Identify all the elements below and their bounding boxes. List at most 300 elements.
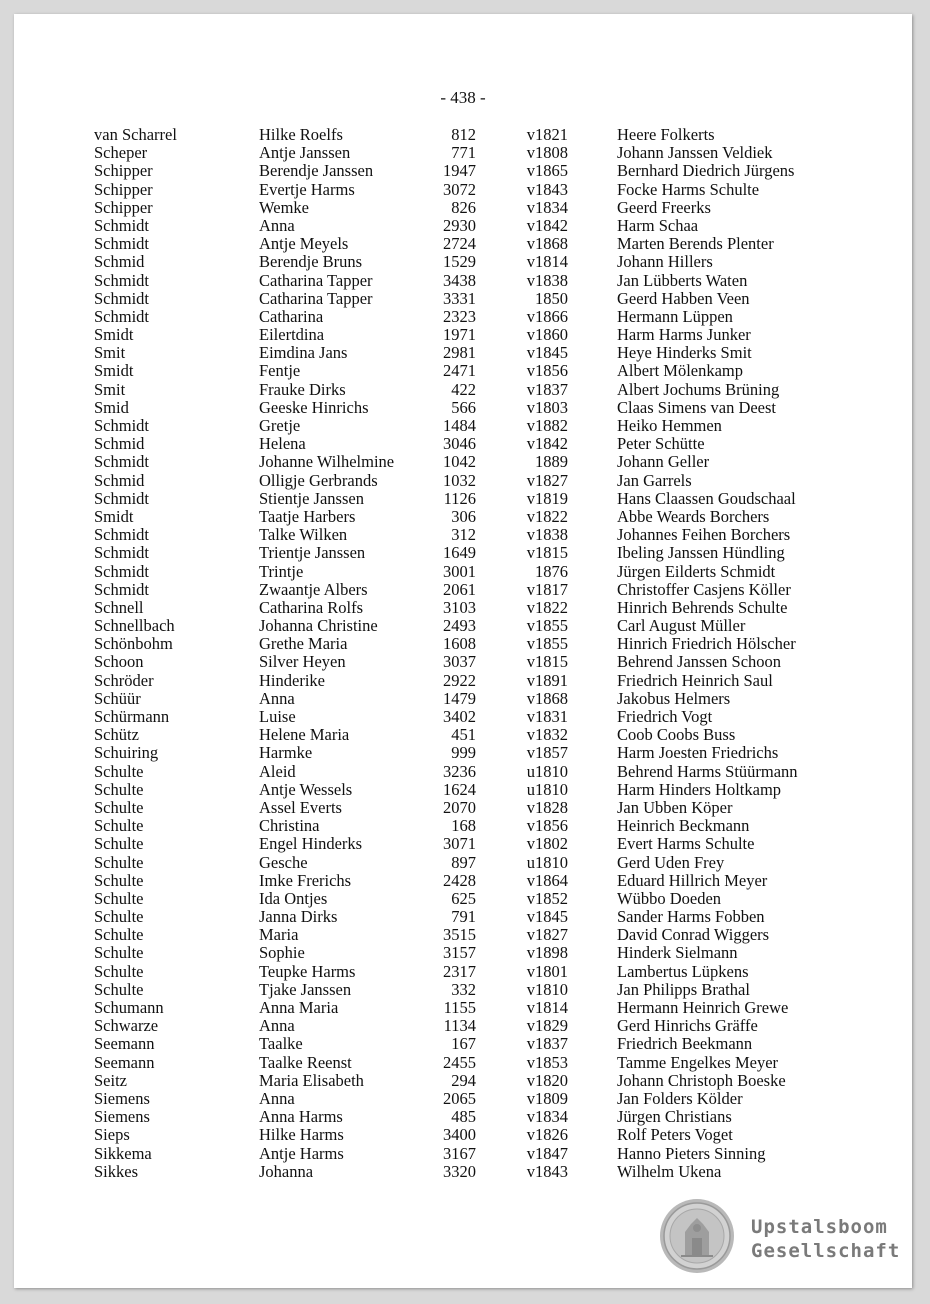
table-row — [14, 1035, 912, 1053]
cell-given: Helene Maria — [259, 725, 350, 745]
table-row — [14, 399, 912, 417]
cell-spouse: Hanno Pieters Sinning — [617, 1143, 766, 1163]
cell-given: Antje Wessels — [259, 779, 353, 799]
cell-nr: 897 — [451, 852, 476, 872]
cell-spouse: Jan Lübberts Waten — [617, 270, 748, 290]
table-row — [14, 653, 912, 671]
cell-nr: 3402 — [443, 707, 476, 726]
cell-spouse: Jan Ubben Köper — [617, 797, 733, 817]
cell-nr: 3001 — [443, 561, 476, 581]
cell-date: v1856 — [526, 361, 568, 381]
cell-date: v1822 — [526, 506, 568, 526]
cell-given: Talke Wilken — [259, 525, 348, 545]
cell-date: v1845 — [526, 343, 568, 363]
cell-surname: Schmidt — [94, 215, 150, 235]
cell-surname: Smidt — [94, 361, 134, 381]
cell-date: v1852 — [526, 888, 568, 908]
cell-nr: 566 — [451, 397, 476, 417]
cell-given: Luise — [259, 707, 296, 726]
cell-spouse: Hermann Lüppen — [617, 306, 733, 326]
cell-nr: 1479 — [443, 688, 476, 708]
cell-nr: 3400 — [443, 1125, 476, 1145]
publisher-logo — [659, 1198, 899, 1278]
table-row — [14, 690, 912, 708]
cell-date: v1802 — [526, 834, 568, 854]
table-row — [14, 381, 912, 399]
cell-surname: Sieps — [94, 1125, 130, 1145]
cell-spouse: Harm Hinders Holtkamp — [617, 779, 782, 799]
cell-date: v1815 — [526, 652, 568, 672]
cell-given: Taalke — [259, 1034, 303, 1054]
cell-surname: Schulte — [94, 961, 144, 981]
cell-given: Fentje — [259, 361, 301, 381]
cell-given: Geeske Hinrichs — [259, 397, 369, 417]
cell-given: Taatje Harbers — [259, 506, 356, 526]
table-row — [14, 1072, 912, 1090]
cell-spouse: Evert Harms Schulte — [617, 834, 755, 854]
cell-nr: 3515 — [443, 925, 476, 945]
cell-given: Maria Elisabeth — [259, 1070, 364, 1090]
cell-date: v1817 — [526, 579, 568, 599]
cell-date: v1808 — [526, 143, 568, 163]
cell-given: Anna Harms — [259, 1107, 343, 1127]
cell-spouse: Gerd Hinrichs Gräffe — [617, 1016, 758, 1036]
cell-date: u1810 — [526, 852, 568, 872]
cell-given: Aleid — [259, 761, 296, 781]
cell-date: v1828 — [526, 797, 568, 817]
table-row — [14, 308, 912, 326]
cell-spouse: Friedrich Beekmann — [617, 1034, 753, 1054]
cell-date: v1853 — [526, 1052, 568, 1072]
cell-given: Trintje — [259, 561, 304, 581]
cell-spouse: Jürgen Christians — [617, 1107, 732, 1127]
cell-given: Maria — [259, 925, 299, 945]
cell-nr: 3236 — [443, 761, 476, 781]
cell-date: v1842 — [526, 434, 568, 454]
cell-date: v1843 — [526, 179, 568, 199]
cell-spouse: Albert Mölenkamp — [617, 361, 744, 381]
logo-text-line2: Gesellschaft — [751, 1240, 901, 1262]
table-row — [14, 1108, 912, 1126]
cell-nr: 1484 — [443, 416, 476, 435]
cell-surname: Schulte — [94, 888, 144, 908]
cell-given: Antje Janssen — [259, 143, 351, 163]
cell-given: Engel Hinderks — [259, 834, 363, 854]
cell-surname: Schipper — [94, 197, 153, 217]
table-row — [14, 854, 912, 872]
table-row — [14, 672, 912, 690]
cell-date: v1814 — [526, 998, 568, 1017]
cell-nr: 826 — [451, 197, 476, 217]
cell-surname: Sikkes — [94, 1161, 139, 1181]
cell-given: Berendje Bruns — [259, 252, 363, 272]
cell-given: Johanna Christine — [259, 616, 378, 636]
cell-nr: 2471 — [443, 361, 476, 381]
cell-spouse: Hermann Heinrich Grewe — [617, 998, 789, 1017]
cell-given: Christina — [259, 816, 320, 836]
cell-nr: 2428 — [443, 870, 476, 890]
cell-surname: Schmid — [94, 434, 145, 454]
cell-given: Hilke Roelfs — [259, 125, 343, 144]
table-row — [14, 908, 912, 926]
cell-nr: 1529 — [443, 252, 476, 272]
entries-list — [14, 126, 912, 1181]
cell-given: Trientje Janssen — [259, 543, 366, 563]
cell-date: v1838 — [526, 270, 568, 290]
cell-surname: van Scharrel — [94, 125, 177, 144]
cell-nr: 1624 — [443, 779, 476, 799]
cell-date: v1834 — [526, 1107, 568, 1127]
cell-given: Olligje Gerbrands — [259, 470, 378, 490]
cell-nr: 3103 — [443, 597, 476, 617]
table-row — [14, 417, 912, 435]
cell-given: Antje Meyels — [259, 234, 349, 254]
cell-spouse: Johann Hillers — [617, 252, 713, 272]
cell-surname: Schmidt — [94, 525, 150, 545]
cell-surname: Schoon — [94, 652, 144, 672]
cell-date: v1856 — [526, 816, 568, 836]
cell-given: Hinderike — [259, 670, 325, 690]
cell-nr: 1134 — [443, 1016, 476, 1036]
cell-surname: Schulte — [94, 907, 144, 927]
cell-date: v1864 — [526, 870, 568, 890]
table-row — [14, 817, 912, 835]
cell-surname: Schürmann — [94, 707, 170, 726]
table-row — [14, 981, 912, 999]
cell-spouse: Harm Joesten Friedrichs — [617, 743, 779, 763]
table-row — [14, 599, 912, 617]
cell-spouse: Peter Schütte — [617, 434, 705, 454]
cell-surname: Schulte — [94, 816, 144, 836]
cell-date: v1847 — [526, 1143, 568, 1163]
cell-spouse: Heinrich Beckmann — [617, 816, 750, 836]
table-row — [14, 708, 912, 726]
table-row — [14, 344, 912, 362]
cell-spouse: Johann Janssen Veldiek — [617, 143, 773, 163]
cell-nr: 168 — [451, 816, 476, 836]
table-row — [14, 1145, 912, 1163]
cell-nr: 312 — [451, 525, 476, 545]
cell-surname: Schmidt — [94, 270, 150, 290]
cell-surname: Smidt — [94, 325, 134, 345]
cell-surname: Schmidt — [94, 306, 150, 326]
cell-given: Catharina Rolfs — [259, 597, 364, 617]
cell-spouse: Lambertus Lüpkens — [617, 961, 749, 981]
cell-surname: Schulte — [94, 870, 144, 890]
cell-surname: Sikkema — [94, 1143, 152, 1163]
table-row — [14, 744, 912, 762]
cell-spouse: Johannes Feihen Borchers — [617, 525, 791, 545]
cell-surname: Smid — [94, 397, 129, 417]
cell-spouse: Focke Harms Schulte — [617, 179, 760, 199]
cell-given: Anna Maria — [259, 998, 339, 1017]
cell-nr: 3071 — [443, 834, 476, 854]
cell-surname: Smidt — [94, 506, 134, 526]
table-row — [14, 763, 912, 781]
cell-date: v1837 — [526, 1034, 568, 1054]
table-row — [14, 162, 912, 180]
cell-date: v1838 — [526, 525, 568, 545]
cell-date: v1829 — [526, 1016, 568, 1036]
cell-surname: Schulte — [94, 925, 144, 945]
cell-surname: Schwarze — [94, 1016, 159, 1036]
cell-date: v1809 — [526, 1088, 568, 1108]
cell-surname: Seitz — [94, 1070, 127, 1090]
cell-given: Janna Dirks — [259, 907, 338, 927]
cell-spouse: Jan Philipps Brathal — [617, 979, 750, 999]
cell-date: v1882 — [526, 416, 568, 435]
table-row — [14, 1126, 912, 1144]
cell-given: Johanne Wilhelmine — [259, 452, 395, 472]
logo-text-line1: Upstalsboom — [751, 1216, 888, 1238]
cell-nr: 2493 — [443, 616, 476, 636]
cell-given: Zwaantje Albers — [259, 579, 368, 599]
cell-spouse: Behrend Harms Stüürmann — [617, 761, 798, 781]
cell-given: Frauke Dirks — [259, 379, 346, 399]
table-row — [14, 926, 912, 944]
cell-nr: 3438 — [443, 270, 476, 290]
table-row — [14, 290, 912, 308]
cell-date: 1850 — [535, 288, 568, 308]
cell-spouse: David Conrad Wiggers — [617, 925, 770, 945]
cell-nr: 3072 — [443, 179, 476, 199]
cell-given: Harmke — [259, 743, 313, 763]
cell-given: Catharina Tapper — [259, 270, 373, 290]
cell-spouse: Tamme Engelkes Meyer — [617, 1052, 779, 1072]
cell-nr: 791 — [451, 907, 476, 927]
cell-nr: 1947 — [443, 161, 476, 181]
cell-surname: Schmidt — [94, 579, 150, 599]
cell-date: v1815 — [526, 543, 568, 563]
cell-spouse: Gerd Uden Frey — [617, 852, 725, 872]
cell-nr: 2061 — [443, 579, 476, 599]
cell-date: v1865 — [526, 161, 568, 181]
cell-date: 1876 — [535, 561, 568, 581]
cell-nr: 771 — [451, 143, 476, 163]
cell-surname: Schnell — [94, 597, 144, 617]
table-row — [14, 362, 912, 380]
cell-surname: Scheper — [94, 143, 148, 163]
table-row — [14, 581, 912, 599]
cell-spouse: Geerd Freerks — [617, 197, 711, 217]
cell-date: v1834 — [526, 197, 568, 217]
cell-spouse: Hinrich Behrends Schulte — [617, 597, 788, 617]
table-row — [14, 544, 912, 562]
cell-given: Assel Everts — [259, 797, 342, 817]
cell-spouse: Behrend Janssen Schoon — [617, 652, 782, 672]
cell-nr: 812 — [451, 125, 476, 144]
cell-date: v1857 — [526, 743, 568, 763]
table-row — [14, 181, 912, 199]
cell-surname: Siemens — [94, 1107, 150, 1127]
table-row — [14, 217, 912, 235]
cell-date: v1801 — [526, 961, 568, 981]
cell-nr: 2323 — [443, 306, 476, 326]
cell-surname: Schulte — [94, 761, 144, 781]
table-row — [14, 1054, 912, 1072]
cell-date: v1819 — [526, 488, 568, 508]
cell-date: v1826 — [526, 1125, 568, 1145]
cell-date: v1827 — [526, 925, 568, 945]
cell-date: v1855 — [526, 616, 568, 636]
cell-spouse: Friedrich Heinrich Saul — [617, 670, 773, 690]
cell-given: Johanna — [259, 1161, 314, 1181]
cell-date: v1827 — [526, 470, 568, 490]
cell-surname: Schmid — [94, 470, 145, 490]
cell-given: Hilke Harms — [259, 1125, 344, 1145]
cell-given: Anna — [259, 1016, 295, 1036]
cell-surname: Seemann — [94, 1052, 155, 1072]
cell-spouse: Eduard Hillrich Meyer — [617, 870, 768, 890]
cell-given: Taalke Reenst — [259, 1052, 352, 1072]
cell-surname: Schulte — [94, 834, 144, 854]
cell-spouse: Johann Geller — [617, 452, 710, 472]
cell-spouse: Friedrich Vogt — [617, 707, 713, 726]
table-row — [14, 835, 912, 853]
cell-spouse: Harm Schaa — [617, 215, 699, 235]
table-row — [14, 617, 912, 635]
cell-given: Imke Frerichs — [259, 870, 352, 890]
cell-nr: 3037 — [443, 652, 476, 672]
cell-surname: Schulte — [94, 943, 144, 963]
cell-given: Catharina Tapper — [259, 288, 373, 308]
cell-date: v1868 — [526, 688, 568, 708]
cell-spouse: Jakobus Helmers — [617, 688, 731, 708]
cell-surname: Schmidt — [94, 416, 150, 435]
cell-given: Sophie — [259, 943, 305, 963]
cell-given: Ida Ontjes — [259, 888, 328, 908]
cell-surname: Schmidt — [94, 234, 150, 254]
cell-spouse: Abbe Weards Borchers — [617, 506, 770, 526]
cell-date: v1855 — [526, 634, 568, 654]
cell-date: v1810 — [526, 979, 568, 999]
table-row — [14, 526, 912, 544]
cell-surname: Schönbohm — [94, 634, 173, 654]
cell-given: Anna — [259, 1088, 295, 1108]
table-row — [14, 944, 912, 962]
cell-surname: Schmidt — [94, 561, 150, 581]
cell-nr: 2065 — [443, 1088, 476, 1108]
cell-given: Tjake Janssen — [259, 979, 352, 999]
cell-nr: 3331 — [443, 288, 476, 308]
cell-date: v1822 — [526, 597, 568, 617]
cell-date: 1889 — [535, 452, 568, 472]
cell-nr: 999 — [451, 743, 476, 763]
table-row — [14, 1017, 912, 1035]
seal-icon — [659, 1198, 735, 1274]
cell-surname: Schmidt — [94, 488, 150, 508]
cell-surname: Schipper — [94, 161, 153, 181]
cell-nr: 1032 — [443, 470, 476, 490]
cell-nr: 422 — [451, 379, 476, 399]
cell-date: v1868 — [526, 234, 568, 254]
table-row — [14, 999, 912, 1017]
cell-given: Silver Heyen — [259, 652, 346, 672]
cell-nr: 1042 — [443, 452, 476, 472]
table-row — [14, 963, 912, 981]
table-row — [14, 199, 912, 217]
cell-date: v1843 — [526, 1161, 568, 1181]
cell-spouse: Heere Folkerts — [617, 125, 715, 144]
cell-surname: Schnellbach — [94, 616, 175, 636]
cell-given: Gesche — [259, 852, 308, 872]
cell-spouse: Jan Folders Kölder — [617, 1088, 743, 1108]
cell-given: Teupke Harms — [259, 961, 356, 981]
cell-nr: 3167 — [443, 1143, 476, 1163]
table-row — [14, 635, 912, 653]
cell-nr: 1649 — [443, 543, 476, 563]
cell-surname: Schulte — [94, 852, 144, 872]
cell-surname: Smit — [94, 343, 126, 363]
cell-spouse: Rolf Peters Voget — [617, 1125, 733, 1145]
cell-given: Wemke — [259, 197, 309, 217]
cell-given: Berendje Janssen — [259, 161, 374, 181]
cell-date: v1842 — [526, 215, 568, 235]
cell-spouse: Harm Harms Junker — [617, 325, 751, 345]
cell-nr: 451 — [451, 725, 476, 745]
cell-surname: Schröder — [94, 670, 154, 690]
cell-date: v1820 — [526, 1070, 568, 1090]
cell-given: Eimdina Jans — [259, 343, 348, 363]
cell-nr: 1155 — [443, 998, 476, 1017]
cell-surname: Schmidt — [94, 288, 150, 308]
cell-nr: 1971 — [443, 325, 476, 345]
cell-given: Anna — [259, 215, 295, 235]
cell-spouse: Jan Garrels — [617, 470, 692, 490]
table-row — [14, 453, 912, 471]
table-row — [14, 272, 912, 290]
cell-date: v1803 — [526, 397, 568, 417]
cell-date: v1821 — [526, 125, 568, 144]
cell-surname: Schüür — [94, 688, 141, 708]
cell-spouse: Hinderk Sielmann — [617, 943, 738, 963]
cell-spouse: Coob Coobs Buss — [617, 725, 736, 745]
cell-surname: Schuiring — [94, 743, 159, 763]
table-row — [14, 235, 912, 253]
cell-spouse: Bernhard Diedrich Jürgens — [617, 161, 795, 181]
cell-given: Helena — [259, 434, 306, 454]
cell-nr: 332 — [451, 979, 476, 999]
page-number: - 438 - — [440, 88, 486, 107]
cell-date: v1814 — [526, 252, 568, 272]
cell-date: v1832 — [526, 725, 568, 745]
cell-surname: Seemann — [94, 1034, 155, 1054]
cell-spouse: Geerd Habben Veen — [617, 288, 750, 308]
cell-nr: 2070 — [443, 797, 476, 817]
table-row — [14, 1090, 912, 1108]
cell-date: v1845 — [526, 907, 568, 927]
cell-spouse: Sander Harms Fobben — [617, 907, 765, 927]
cell-given: Stientje Janssen — [259, 488, 364, 508]
cell-date: v1866 — [526, 306, 568, 326]
cell-nr: 306 — [451, 506, 476, 526]
cell-nr: 167 — [451, 1034, 476, 1054]
cell-given: Anna — [259, 688, 295, 708]
cell-spouse: Marten Berends Plenter — [617, 234, 774, 254]
cell-spouse: Albert Jochums Brüning — [617, 379, 780, 399]
table-row — [14, 472, 912, 490]
cell-surname: Smit — [94, 379, 126, 399]
cell-nr: 2930 — [443, 215, 476, 235]
cell-date: u1810 — [526, 761, 568, 781]
cell-spouse: Ibeling Janssen Hündling — [617, 543, 785, 563]
cell-surname: Schumann — [94, 998, 164, 1017]
cell-surname: Schipper — [94, 179, 153, 199]
table-row — [14, 781, 912, 799]
table-row — [14, 890, 912, 908]
cell-spouse: Hinrich Friedrich Hölscher — [617, 634, 796, 654]
cell-surname: Schmidt — [94, 543, 150, 563]
